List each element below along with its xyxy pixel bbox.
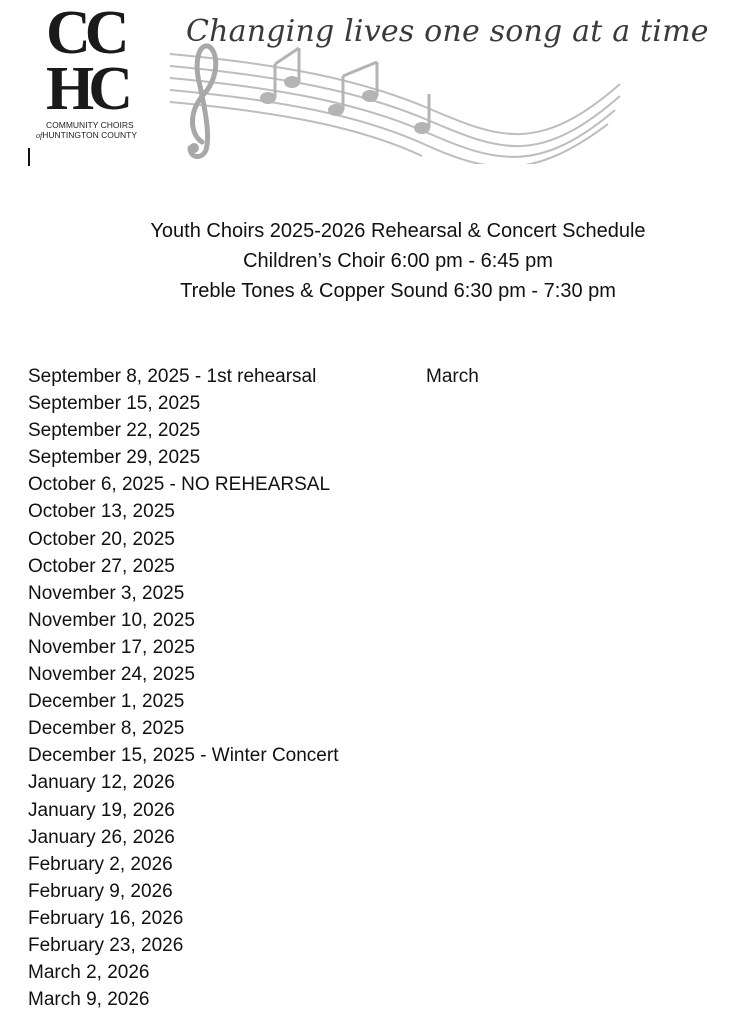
rehearsal-date-list — [28, 363, 338, 1013]
treble-tones-time: Treble Tones & Copper Sound 6:30 pm - 7:30 pm — [180, 280, 616, 302]
list-item: October 27, 2025 — [28, 555, 175, 577]
list-item: November 17, 2025 — [28, 636, 195, 658]
list-item: February 23, 2026 — [28, 934, 184, 956]
list-item: September 15, 2025 — [28, 393, 201, 415]
list-item: December 1, 2025 — [28, 691, 185, 713]
list-item: October 20, 2025 — [28, 528, 175, 550]
org-of: of — [36, 131, 43, 140]
letterhead — [0, 0, 738, 170]
list-item: March 2, 2026 — [28, 962, 150, 984]
logo — [46, 0, 156, 123]
list-item: September 22, 2025 — [28, 420, 201, 442]
organization-name — [36, 120, 156, 141]
schedule-title: Youth Choirs 2025-2026 Rehearsal & Concert Schedule — [150, 220, 646, 242]
list-item: January 12, 2026 — [28, 772, 175, 794]
list-item: November 3, 2025 — [28, 582, 185, 604]
list-item: December 8, 2025 — [28, 718, 185, 740]
list-item: January 26, 2026 — [28, 826, 175, 848]
list-item: October 13, 2025 — [28, 501, 175, 523]
list-item: September 8, 2025 - 1st rehearsal — [28, 366, 317, 387]
list-item: December 15, 2025 - Winter Concert — [28, 745, 339, 767]
list-item: January 19, 2026 — [28, 799, 175, 821]
list-item: February 2, 2026 — [28, 853, 173, 875]
list-item: November 24, 2025 — [28, 664, 195, 686]
text-cursor — [28, 148, 30, 166]
list-item: February 16, 2026 — [28, 907, 184, 929]
logo-line-hc: HC — [46, 55, 127, 123]
org-county: HUNTINGTON COUNTY — [42, 130, 137, 140]
list-item: March 9, 2026 — [28, 989, 150, 1011]
list-item: October 6, 2025 - NO REHEARSAL — [28, 474, 331, 496]
logo-line-cc: CC — [46, 0, 124, 67]
tagline: Changing lives one song at a time — [186, 14, 709, 49]
list-item: September 29, 2025 — [28, 447, 201, 469]
list-item: November 10, 2025 — [28, 609, 195, 631]
right-column-month-heading: March — [426, 366, 479, 387]
schedule-header — [0, 216, 738, 306]
list-item: February 9, 2026 — [28, 880, 173, 902]
org-line-2 — [36, 130, 156, 141]
org-line-1: COMMUNITY CHOIRS — [46, 120, 134, 130]
childrens-choir-time: Children’s Choir 6:00 pm - 6:45 pm — [243, 250, 553, 272]
